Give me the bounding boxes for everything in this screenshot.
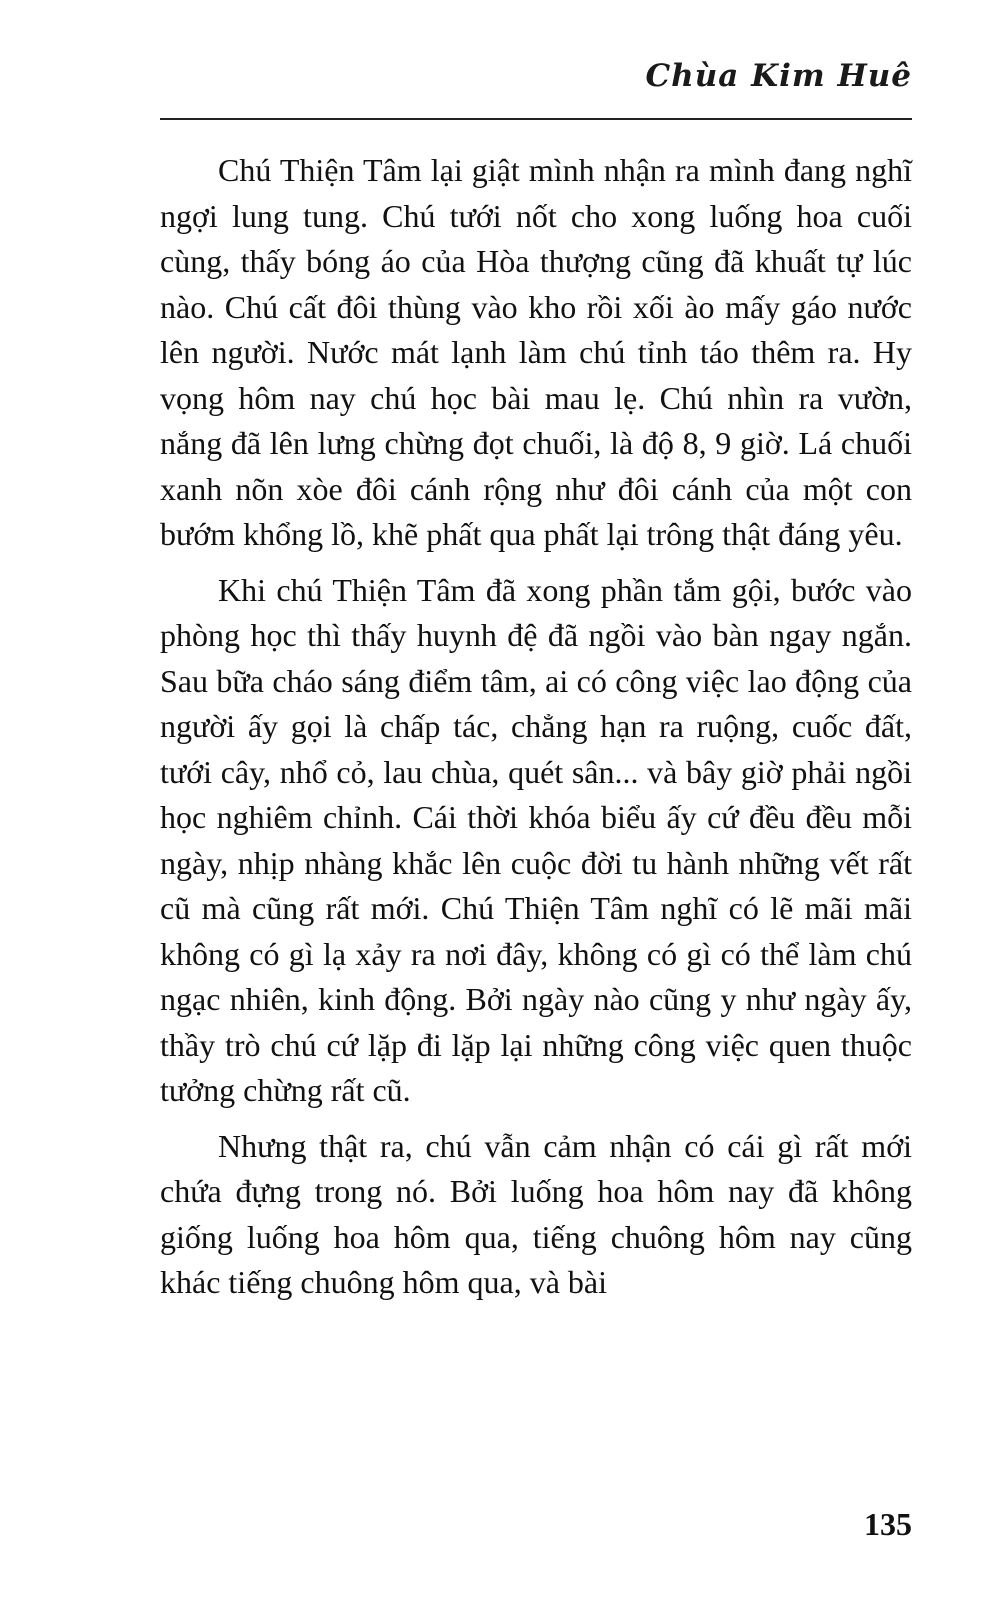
paragraph: Nhưng thật ra, chú vẫn cảm nhận có cái gì rất mới chứa đựng trong nó. Bởi luống hoa hôm nay đã không giống luống hoa hôm qua, tiếng chuông hôm nay cũng khác tiếng chuông hôm qua, và bài bbox=[160, 1127, 912, 1300]
header-divider bbox=[160, 118, 912, 120]
page-number: 135 bbox=[864, 1506, 912, 1542]
paragraph: Chú Thiện Tâm lại giật mình nhận ra mình đang nghĩ ngợi lung tung. Chú tưới nốt cho xong luống hoa cuối cùng, thấy bóng áo của Hòa thượng cũng đã khuất tự lúc nào. Chú cất đôi thùng vào kho rồi xối ào mấy gáo nước lên người. Nước mát lạnh làm chú tỉnh táo thêm ra. Hy vọng hôm nay chú học bài mau lẹ. Chú nhìn ra vườn, nắng đã lên lưng chừng đọt chuối, là độ 8, 9 giờ. Lá chuối xanh nõn xòe đôi cánh rộng như đôi cánh của một con bướm khổng lồ, khẽ phất qua phất lại trông thật đáng yêu. bbox=[160, 152, 912, 552]
body-text bbox=[160, 148, 912, 1316]
running-header-title: Chùa Kim Huê bbox=[645, 58, 912, 94]
paragraph: Khi chú Thiện Tâm đã xong phần tắm gội, bước vào phòng học thì thấy huynh đệ đã ngồi vào bàn ngay ngắn. Sau bữa cháo sáng điểm tâm, ai có công việc lao động của người ấy gọi là chấp tác, chẳng hạn ra ruộng, cuốc đất, tưới cây, nhổ cỏ, lau chùa, quét sân... và bây giờ phải ngồi học nghiêm chỉnh. Cái thời khóa biểu ấy cứ đều đều mỗi ngày, nhịp nhàng khắc lên cuộc đời tu hành những vết rất cũ mà cũng rất mới. Chú Thiện Tâm nghĩ có lẽ mãi mãi không có gì lạ xảy ra nơi đây, không có gì có thể làm chú ngạc nhiên, kinh động. Bởi ngày nào cũng y như ngày ấy, thầy trò chú cứ lặp đi lặp lại những công việc quen thuộc tưởng chừng rất cũ. bbox=[160, 571, 912, 1108]
